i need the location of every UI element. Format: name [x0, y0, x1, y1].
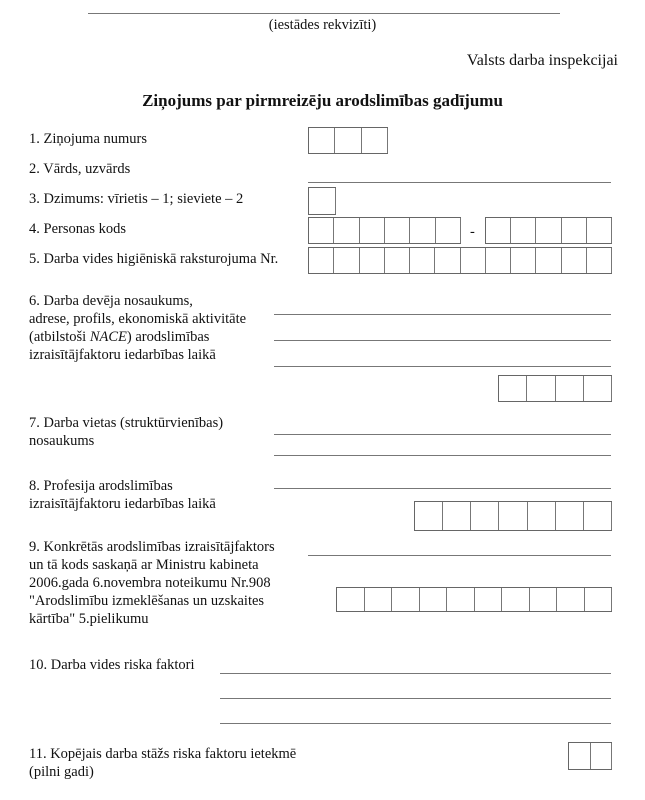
char-cell[interactable] [499, 376, 527, 401]
personal-code-separator: - [470, 224, 475, 240]
field-4-label: 4. Personas kods [29, 221, 127, 237]
char-cell[interactable] [365, 588, 393, 611]
field-6-line-1: 6. Darba devēja nosaukums, [29, 293, 193, 309]
char-cell[interactable] [486, 218, 511, 243]
field-10-label: 10. Darba vides riska faktori [29, 657, 195, 673]
profession-code-boxes[interactable] [414, 501, 612, 531]
char-cell[interactable] [420, 588, 448, 611]
field-11-label: 11. Kopējais darba stāžs riska faktoru ietekmē (pilni gadi) [29, 746, 297, 780]
gender-box[interactable] [308, 187, 336, 215]
char-cell[interactable] [530, 588, 558, 611]
char-cell[interactable] [410, 248, 435, 273]
char-cell[interactable] [569, 743, 591, 769]
char-cell[interactable] [557, 588, 585, 611]
field-6-label [29, 292, 246, 364]
char-cell[interactable] [335, 128, 361, 153]
char-cell[interactable] [591, 743, 613, 769]
employer-line-2[interactable] [274, 340, 611, 341]
field-7-label: 7. Darba vietas (struktūrvienības) nosaukums [29, 415, 224, 449]
risk-factors-line-2[interactable] [220, 698, 611, 699]
field-5-label: 5. Darba vides higiēniskā raksturojuma Nr. [29, 251, 279, 267]
char-cell[interactable] [385, 248, 410, 273]
field-6-line-3: (atbilstoši NACE) arodslimības [29, 329, 210, 345]
employer-line-1[interactable] [274, 314, 611, 315]
field-2-label: 2. Vārds, uzvārds [29, 161, 131, 177]
field-8-label: 8. Profesija arodslimības izraisītājfaktoru iedarbības laikā [29, 478, 216, 512]
char-cell[interactable] [511, 248, 536, 273]
char-cell[interactable] [511, 218, 536, 243]
addressee: Valsts darba inspekcijai [466, 52, 618, 69]
char-cell[interactable] [360, 248, 385, 273]
char-cell[interactable] [415, 502, 443, 530]
institution-caption: (iestādes rekvizīti) [268, 17, 377, 33]
char-cell[interactable] [334, 248, 359, 273]
field-1-label: 1. Ziņojuma numurs [29, 131, 148, 147]
nace-term: NACE [89, 329, 127, 345]
char-cell[interactable] [587, 248, 612, 273]
char-cell[interactable] [436, 218, 461, 243]
personal-code-boxes-right[interactable] [485, 217, 612, 244]
page-title: Ziņojums par pirmreizēju arodslimības gadījumu [142, 91, 503, 110]
char-cell[interactable] [337, 588, 365, 611]
char-cell[interactable] [309, 248, 334, 273]
name-surname-line[interactable] [308, 182, 611, 183]
char-cell[interactable] [392, 588, 420, 611]
char-cell[interactable] [362, 128, 388, 153]
char-cell[interactable] [587, 218, 612, 243]
experience-years-boxes[interactable] [568, 742, 612, 770]
workplace-line-2[interactable] [274, 455, 611, 456]
char-cell[interactable] [562, 248, 587, 273]
char-cell[interactable] [486, 248, 511, 273]
field-6-line-2: adrese, profils, ekonomiskā aktivitāte [29, 311, 247, 327]
char-cell[interactable] [443, 502, 471, 530]
char-cell[interactable] [334, 218, 359, 243]
employer-line-3[interactable] [274, 366, 611, 367]
char-cell[interactable] [475, 588, 503, 611]
institution-details-line[interactable] [88, 13, 560, 14]
char-cell[interactable] [447, 588, 475, 611]
factor-line[interactable] [308, 555, 611, 556]
char-cell[interactable] [502, 588, 530, 611]
char-cell[interactable] [584, 502, 612, 530]
char-cell[interactable] [461, 248, 486, 273]
char-cell[interactable] [527, 376, 555, 401]
risk-factors-line-1[interactable] [220, 673, 611, 674]
hygiene-report-number-boxes[interactable] [308, 247, 612, 274]
char-cell[interactable] [528, 502, 556, 530]
char-cell[interactable] [435, 248, 460, 273]
profession-line[interactable] [274, 488, 611, 489]
workplace-line-1[interactable] [274, 434, 611, 435]
char-cell[interactable] [584, 376, 612, 401]
char-cell[interactable] [309, 188, 336, 214]
char-cell[interactable] [471, 502, 499, 530]
char-cell[interactable] [309, 128, 335, 153]
report-number-boxes[interactable] [308, 127, 388, 154]
char-cell[interactable] [556, 376, 584, 401]
char-cell[interactable] [556, 502, 584, 530]
factor-code-boxes[interactable] [336, 587, 612, 612]
char-cell[interactable] [536, 248, 561, 273]
field-9-label: 9. Konkrētās arodslimības izraisītājfaktors un tā kods saskaņā ar Ministru kabineta 2006.gada 6.novembra noteikumu Nr.908 "Arodslimību izmeklēšanas un uzskaites kārtība" 5.pielikumu [29, 539, 275, 627]
char-cell[interactable] [385, 218, 410, 243]
risk-factors-line-3[interactable] [220, 723, 611, 724]
field-3-label: 3. Dzimums: vīrietis – 1; sieviete – 2 [29, 191, 244, 207]
char-cell[interactable] [585, 588, 613, 611]
char-cell[interactable] [410, 218, 435, 243]
char-cell[interactable] [499, 502, 527, 530]
char-cell[interactable] [360, 218, 385, 243]
char-cell[interactable] [562, 218, 587, 243]
field-6-line-4: izraisītājfaktoru iedarbības laikā [29, 347, 216, 363]
char-cell[interactable] [309, 218, 334, 243]
nace-code-boxes[interactable] [498, 375, 612, 402]
personal-code-boxes-left[interactable] [308, 217, 461, 244]
char-cell[interactable] [536, 218, 561, 243]
